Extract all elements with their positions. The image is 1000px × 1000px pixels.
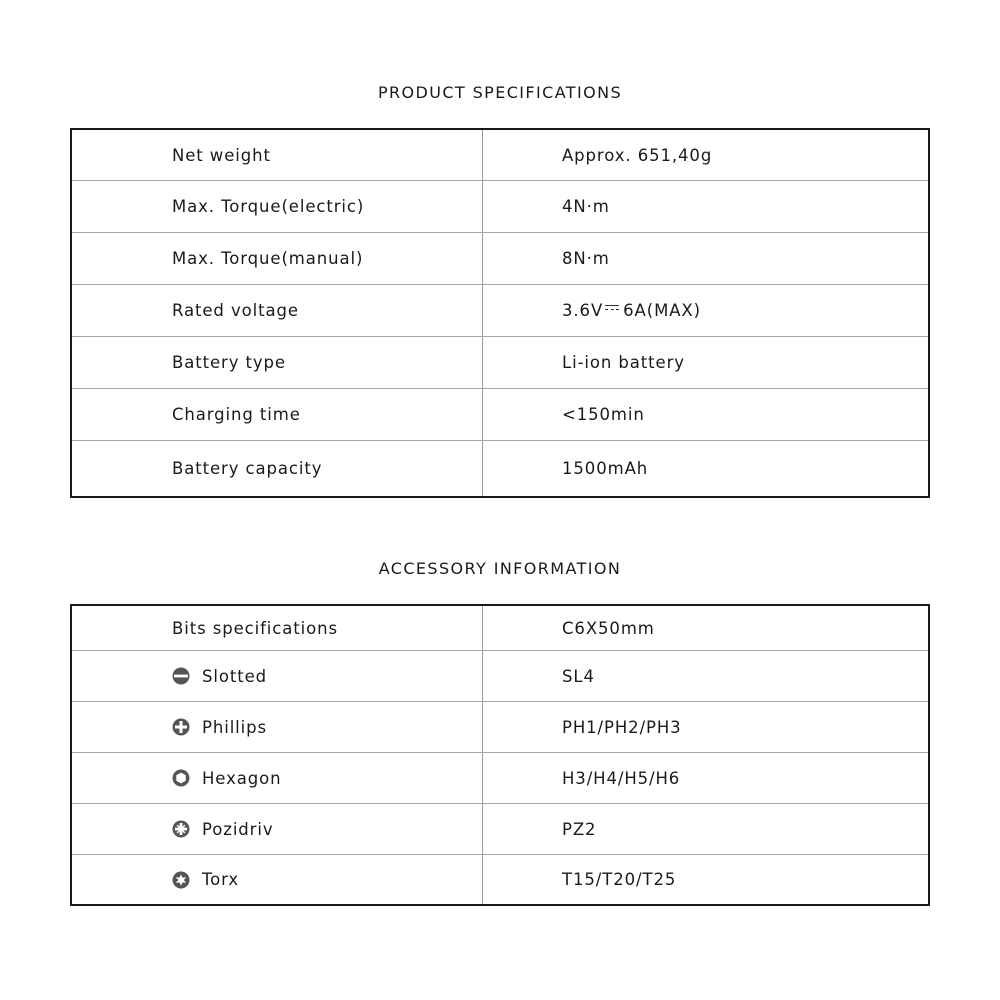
row-label: Torx (202, 870, 240, 889)
table-row (72, 650, 928, 701)
pozidriv-icon (172, 820, 190, 838)
row-value: 4N·m (562, 197, 610, 216)
row-label: Phillips (202, 717, 268, 737)
table-row (72, 752, 928, 803)
row-label: Max. Torque(manual) (172, 249, 364, 268)
row-label: Net weight (172, 145, 271, 165)
table-row (72, 388, 928, 440)
row-value: T15/T20/T25 (562, 870, 677, 889)
hexagon-icon (172, 769, 190, 787)
row-value: PZ2 (562, 819, 597, 839)
current-value: 6A(MAX) (623, 301, 701, 320)
voltage-value: 3.6V (562, 301, 604, 320)
phillips-icon (172, 718, 190, 736)
accessory-information-table (70, 604, 930, 906)
slotted-icon (172, 667, 190, 685)
row-value: SL4 (562, 666, 595, 686)
product-specifications-table (70, 128, 930, 498)
row-value: <150min (562, 405, 645, 424)
table-row (72, 336, 928, 388)
table-row (72, 854, 928, 904)
row-label: Battery capacity (172, 459, 323, 478)
table-row (72, 232, 928, 284)
table-row (72, 606, 928, 650)
table-row (72, 130, 928, 180)
product-specifications-title: PRODUCT SPECIFICATIONS (377, 83, 623, 102)
row-value: H3/H4/H5/H6 (562, 768, 681, 788)
row-value: C6X50mm (562, 618, 655, 638)
row-value: Li-ion battery (562, 353, 685, 372)
row-label: Rated voltage (172, 301, 299, 320)
torx-icon (172, 871, 190, 889)
row-label: Charging time (172, 405, 301, 424)
table-row (72, 440, 928, 496)
row-label: Hexagon (202, 768, 282, 788)
dc-symbol-icon (605, 305, 619, 317)
row-label: Slotted (202, 666, 268, 686)
row-value (562, 285, 701, 336)
row-value: 8N·m (562, 249, 610, 268)
row-value: PH1/PH2/PH3 (562, 717, 682, 737)
table-row (72, 803, 928, 854)
table-row (72, 701, 928, 752)
row-value: 1500mAh (562, 459, 649, 478)
row-label: Battery type (172, 353, 286, 372)
table-row (72, 180, 928, 232)
row-value: Approx. 651,40g (562, 145, 713, 165)
row-label: Bits specifications (172, 618, 338, 638)
accessory-information-title: ACCESSORY INFORMATION (378, 559, 622, 578)
table-row (72, 284, 928, 336)
row-label: Max. Torque(electric) (172, 197, 365, 216)
row-label: Pozidriv (202, 819, 274, 839)
